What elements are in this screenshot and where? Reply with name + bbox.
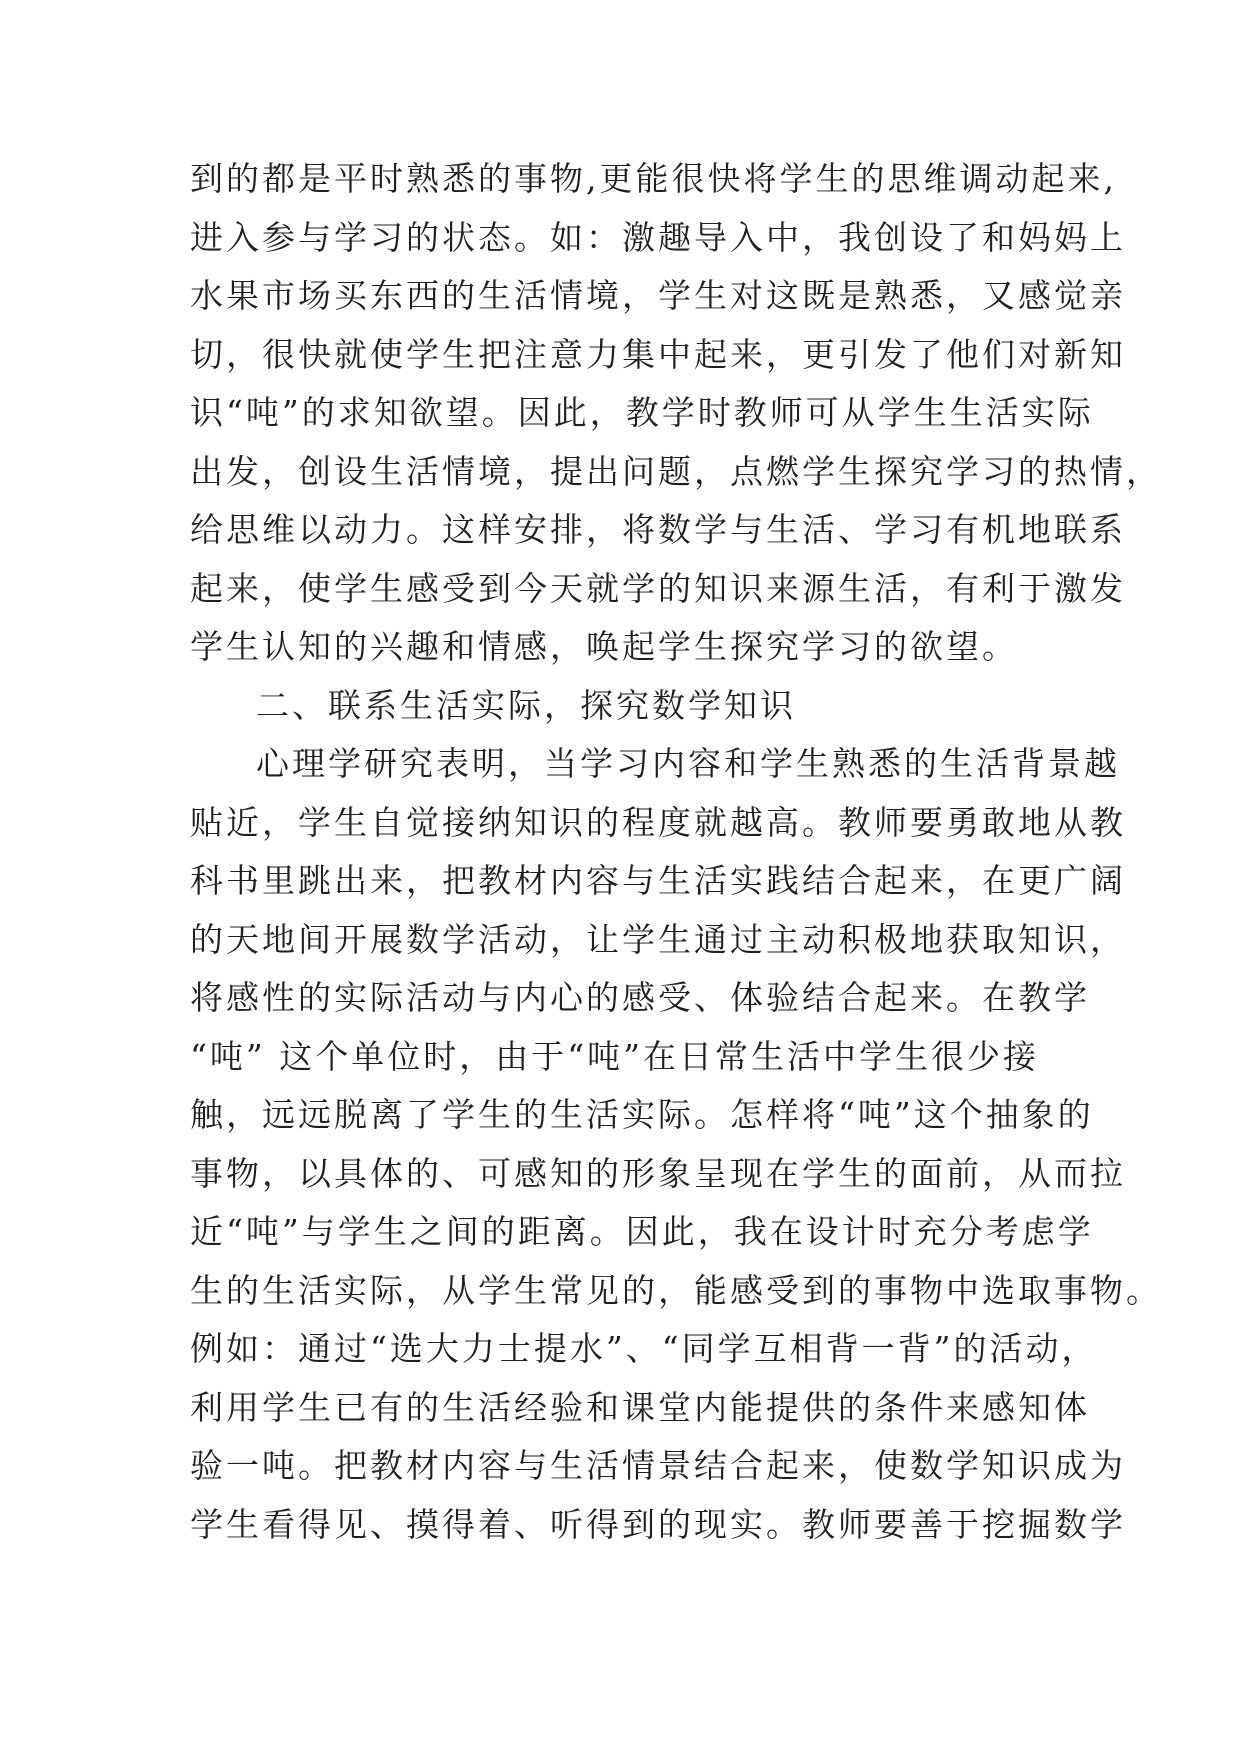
text-line: 识“吨”的求知欲望。因此，教学时教师可从学生生活实际 — [190, 393, 1094, 432]
section-heading: 二、联系生活实际，探究数学知识 — [256, 685, 796, 725]
text-line: 的天地间开展数学活动，让学生通过主动积极地获取知识， — [190, 919, 1126, 959]
text-line: 科书里跳出来，把教材内容与生活实践结合起来，在更广阔 — [190, 861, 1126, 900]
text-line: 事物，以具体的、可感知的形象呈现在学生的面前，从而拉 — [190, 1153, 1126, 1193]
text-line: 起来，使学生感受到今天就学的知识来源生活，有利于激发 — [190, 568, 1126, 608]
text-line: “吨” 这个单位时，由于“吨”在日常生活中学生很少接 — [190, 1036, 1039, 1076]
paragraph-start: 心理学研究表明，当学习内容和学生熟悉的生活背景越 — [256, 744, 1120, 783]
text-line: 触，远远脱离了学生的生活实际。怎样将“吨”这个抽象的 — [190, 1095, 1094, 1134]
text-line: 生的生活实际，从学生常见的，能感受到的事物中选取事物。 — [190, 1270, 1162, 1310]
text-line: 验一吨。把教材内容与生活情景结合起来，使数学知识成为 — [190, 1446, 1126, 1485]
text-line: 到的都是平时熟悉的事物,更能很快将学生的思维调动起来, — [190, 159, 1117, 198]
text-line: 学生看得见、摸得着、听得到的现实。教师要善于挖掘数学 — [190, 1504, 1126, 1544]
text-line: 给思维以动力。这样安排，将数学与生活、学习有机地联系 — [190, 510, 1126, 549]
body-text — [190, 150, 1162, 1554]
text-line: 进入参与学习的状态。如：激趣导入中，我创设了和妈妈上 — [190, 217, 1126, 257]
text-line: 利用学生已有的生活经验和课堂内能提供的条件来感知体 — [190, 1387, 1090, 1427]
text-line: 切，很快就使学生把注意力集中起来，更引发了他们对新知 — [190, 334, 1126, 374]
text-line: 贴近，学生自觉接纳知识的程度就越高。教师要勇敢地从教 — [190, 802, 1126, 842]
text-line: 将感性的实际活动与内心的感受、体验结合起来。在教学 — [190, 978, 1090, 1017]
text-line: 出发，创设生活情境，提出问题，点燃学生探究学习的热情， — [190, 451, 1162, 491]
text-line: 水果市场买东西的生活情境，学生对这既是熟悉，又感觉亲 — [190, 276, 1126, 315]
text-line: 近“吨”与学生之间的距离。因此，我在设计时充分考虑学 — [190, 1212, 1094, 1251]
text-line: 例如：通过“选大力士提水”、“同学互相背一背”的活动， — [190, 1329, 1098, 1368]
text-line: 学生认知的兴趣和情感，唤起学生探究学习的欲望。 — [190, 627, 1018, 666]
